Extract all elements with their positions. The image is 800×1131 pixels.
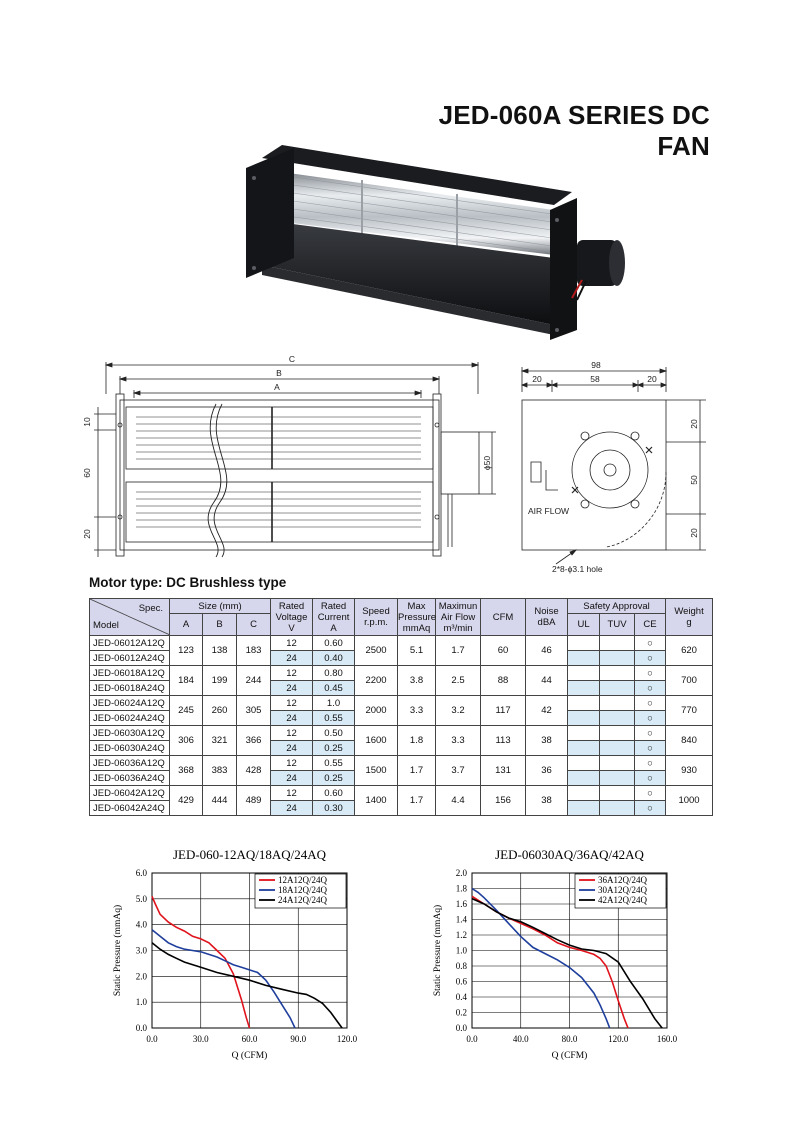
ce-cell: ○ [635, 801, 666, 816]
current-cell: 0.60 [313, 636, 355, 651]
legend-label: 12A12Q/24Q [278, 875, 327, 885]
y-tick-label: 1.2 [455, 930, 467, 940]
dimension-drawings [76, 352, 726, 580]
size-a-cell: 306 [170, 726, 203, 756]
table-row [90, 786, 713, 801]
x-tick-label: 30.0 [192, 1034, 209, 1044]
page-title: JED-060A SERIES DC FAN [438, 100, 710, 161]
current-cell: 0.60 [313, 786, 355, 801]
size-b-cell: 138 [203, 636, 237, 666]
tuv-cell [600, 696, 635, 711]
noise-cell: 38 [526, 786, 568, 816]
header-ce: CE [635, 614, 666, 636]
model-cell: JED-06036A24Q [90, 771, 170, 786]
ce-cell: ○ [635, 756, 666, 771]
tuv-cell [600, 651, 635, 666]
ce-cell: ○ [635, 636, 666, 651]
pressure-cell: 3.3 [398, 696, 436, 726]
fan-product-photo [232, 140, 627, 355]
size-a-cell: 429 [170, 786, 203, 816]
dim-c-label: C [288, 354, 296, 364]
series-line-3 [472, 899, 662, 1028]
current-cell: 1.0 [313, 696, 355, 711]
table-row [90, 666, 713, 681]
end-r20-bottom-label: 20 [689, 528, 699, 538]
ul-cell [568, 756, 600, 771]
tuv-cell [600, 756, 635, 771]
legend-label: 42A12Q/24Q [598, 895, 647, 905]
end-98-label: 98 [591, 360, 601, 370]
tuv-cell [600, 636, 635, 651]
model-cell: JED-06012A12Q [90, 636, 170, 651]
ul-cell [568, 681, 600, 696]
size-b-cell: 383 [203, 756, 237, 786]
speed-cell: 1600 [355, 726, 398, 756]
pressure-cell: 3.8 [398, 666, 436, 696]
x-tick-label: 40.0 [512, 1034, 529, 1044]
model-cell: JED-06030A24Q [90, 741, 170, 756]
airflow-cell: 4.4 [436, 786, 481, 816]
end-58-label: 58 [590, 374, 600, 384]
header-spec: Spec. [138, 603, 163, 614]
current-cell: 0.25 [313, 771, 355, 786]
dim-20-label: 20 [82, 529, 92, 539]
tuv-cell [600, 786, 635, 801]
noise-cell: 44 [526, 666, 568, 696]
ul-cell [568, 651, 600, 666]
y-tick-label: 3.0 [135, 945, 147, 956]
size-c-cell: 244 [237, 666, 271, 696]
voltage-cell: 12 [271, 666, 313, 681]
size-a-cell: 184 [170, 666, 203, 696]
dim-a-label: A [274, 382, 280, 392]
size-a-cell: 123 [170, 636, 203, 666]
y-tick-label: 4.0 [135, 919, 147, 930]
ce-cell: ○ [635, 681, 666, 696]
chart-pressure-flow-1 [100, 843, 370, 1083]
y-tick-label: 2.0 [455, 868, 467, 878]
x-tick-label: 120.0 [608, 1034, 629, 1044]
speed-cell: 2500 [355, 636, 398, 666]
dim-b-label: B [276, 368, 282, 378]
x-tick-label: 0.0 [466, 1034, 478, 1044]
dim-60-label: 60 [82, 468, 92, 478]
current-cell: 0.30 [313, 801, 355, 816]
dim-10-label: 10 [82, 417, 92, 427]
end-20-left-label: 20 [532, 374, 542, 384]
header-cfm: CFM [481, 599, 526, 636]
y-tick-label: 1.6 [455, 899, 467, 909]
legend-label: 24A12Q/24Q [278, 895, 327, 905]
ul-cell [568, 741, 600, 756]
x-tick-label: 0.0 [146, 1034, 158, 1044]
y-axis-label: Static Pressure (mmAq) [113, 904, 123, 997]
pressure-cell: 1.7 [398, 786, 436, 816]
voltage-cell: 24 [271, 681, 313, 696]
ce-cell: ○ [635, 696, 666, 711]
size-b-cell: 199 [203, 666, 237, 696]
series-line-3 [152, 943, 342, 1028]
voltage-cell: 24 [271, 801, 313, 816]
tuv-cell [600, 771, 635, 786]
series-line-2 [152, 930, 295, 1028]
current-cell: 0.40 [313, 651, 355, 666]
ce-cell: ○ [635, 741, 666, 756]
hole-label: 2*8-ϕ3.1 hole [552, 564, 603, 574]
series-line-1 [472, 896, 628, 1028]
legend-label: 36A12Q/24Q [598, 875, 647, 885]
model-cell: JED-06024A12Q [90, 696, 170, 711]
weight-cell: 700 [666, 666, 713, 696]
cfm-cell: 117 [481, 696, 526, 726]
model-cell: JED-06042A24Q [90, 801, 170, 816]
weight-cell: 930 [666, 756, 713, 786]
table-row [90, 726, 713, 741]
y-tick-label: 1.0 [455, 945, 467, 956]
y-axis-label: Static Pressure (mmAq) [433, 904, 443, 997]
header-ul: UL [568, 614, 600, 636]
chart-title: JED-06030AQ/36AQ/42AQ [495, 847, 644, 862]
ul-cell [568, 696, 600, 711]
noise-cell: 42 [526, 696, 568, 726]
header-model: Model [93, 620, 119, 631]
y-tick-label: 0.4 [455, 992, 467, 1002]
speed-cell: 1400 [355, 786, 398, 816]
y-tick-label: 0.8 [455, 961, 467, 971]
header-c: C [237, 614, 271, 636]
y-tick-label: 0.2 [455, 1007, 467, 1018]
cfm-cell: 131 [481, 756, 526, 786]
end-r50-label: 50 [689, 475, 699, 485]
cfm-cell: 60 [481, 636, 526, 666]
header-airflow: Maximun Air Flow m³/min [436, 599, 481, 636]
ul-cell [568, 771, 600, 786]
cfm-cell: 156 [481, 786, 526, 816]
ul-cell [568, 786, 600, 801]
x-axis-label: Q (CFM) [551, 1051, 588, 1061]
size-c-cell: 183 [237, 636, 271, 666]
ul-cell [568, 666, 600, 681]
model-cell: JED-06036A12Q [90, 756, 170, 771]
header-size: Size (mm) [170, 599, 271, 614]
dia-50-label: ϕ50 [482, 455, 492, 471]
y-tick-label: 1.0 [135, 997, 147, 1008]
side-view-drawing [94, 362, 496, 557]
side-view-labels [82, 354, 492, 539]
current-cell: 0.25 [313, 741, 355, 756]
voltage-cell: 24 [271, 741, 313, 756]
header-pressure: Max Pressure mmAq [398, 600, 437, 634]
voltage-cell: 12 [271, 636, 313, 651]
weight-cell: 620 [666, 636, 713, 666]
speed-cell: 2200 [355, 666, 398, 696]
cfm-cell: 113 [481, 726, 526, 756]
tuv-cell [600, 801, 635, 816]
current-cell: 0.50 [313, 726, 355, 741]
end-view-drawing [522, 367, 706, 564]
model-cell: JED-06012A24Q [90, 651, 170, 666]
ce-cell: ○ [635, 726, 666, 741]
model-cell: JED-06018A24Q [90, 681, 170, 696]
size-c-cell: 428 [237, 756, 271, 786]
weight-cell: 1000 [666, 786, 713, 816]
weight-cell: 840 [666, 726, 713, 756]
speed-cell: 1500 [355, 756, 398, 786]
chart-pressure-flow-2 [420, 843, 690, 1083]
ce-cell: ○ [635, 651, 666, 666]
y-tick-label: 1.4 [455, 914, 467, 925]
spec-table-body [90, 636, 713, 816]
ul-cell [568, 726, 600, 741]
header-voltage: Rated Voltage V [271, 599, 313, 636]
end-20-right-label: 20 [647, 374, 657, 384]
tuv-cell [600, 741, 635, 756]
ce-cell: ○ [635, 666, 666, 681]
size-c-cell: 489 [237, 786, 271, 816]
y-tick-label: 2.0 [135, 971, 147, 982]
header-speed: Speed r.p.m. [355, 599, 398, 636]
ce-cell: ○ [635, 711, 666, 726]
airflow-cell: 3.7 [436, 756, 481, 786]
chart-title: JED-060-12AQ/18AQ/24AQ [172, 847, 327, 862]
x-tick-label: 120.0 [336, 1034, 358, 1044]
header-b: B [203, 614, 237, 636]
ul-cell [568, 711, 600, 726]
voltage-cell: 24 [271, 651, 313, 666]
size-a-cell: 245 [170, 696, 203, 726]
legend-label: 30A12Q/24Q [598, 885, 647, 895]
cfm-cell: 88 [481, 666, 526, 696]
voltage-cell: 12 [271, 726, 313, 741]
noise-cell: 46 [526, 636, 568, 666]
voltage-cell: 24 [271, 711, 313, 726]
legend-label: 18A12Q/24Q [278, 885, 327, 895]
size-b-cell: 260 [203, 696, 237, 726]
table-row [90, 756, 713, 771]
ce-cell: ○ [635, 786, 666, 801]
airflow-cell: 3.2 [436, 696, 481, 726]
y-tick-label: 0.0 [135, 1023, 147, 1033]
y-tick-label: 6.0 [135, 868, 147, 878]
tuv-cell [600, 711, 635, 726]
pressure-cell: 1.7 [398, 756, 436, 786]
current-cell: 0.80 [313, 666, 355, 681]
y-tick-label: 0.6 [455, 976, 467, 987]
header-weight: Weight g [666, 599, 713, 636]
voltage-cell: 12 [271, 696, 313, 711]
end-r20-top-label: 20 [689, 419, 699, 429]
model-cell: JED-06030A12Q [90, 726, 170, 741]
spec-model-header [90, 599, 170, 636]
weight-cell: 770 [666, 696, 713, 726]
x-tick-label: 60.0 [241, 1034, 258, 1044]
model-cell: JED-06018A12Q [90, 666, 170, 681]
x-tick-label: 90.0 [290, 1034, 307, 1044]
current-cell: 0.45 [313, 681, 355, 696]
ce-cell: ○ [635, 771, 666, 786]
x-axis-label: Q (CFM) [231, 1051, 268, 1061]
current-cell: 0.55 [313, 711, 355, 726]
ul-cell [568, 636, 600, 651]
y-tick-label: 1.8 [455, 883, 467, 894]
noise-cell: 36 [526, 756, 568, 786]
y-tick-label: 5.0 [135, 893, 147, 904]
x-tick-label: 160.0 [656, 1034, 678, 1044]
table-row [90, 636, 713, 651]
tuv-cell [600, 726, 635, 741]
end-view-labels [528, 360, 699, 574]
noise-cell: 38 [526, 726, 568, 756]
voltage-cell: 12 [271, 756, 313, 771]
pressure-cell: 1.8 [398, 726, 436, 756]
voltage-cell: 12 [271, 786, 313, 801]
spec-table [89, 598, 713, 816]
model-cell: JED-06024A24Q [90, 711, 170, 726]
airflow-cell: 1.7 [436, 636, 481, 666]
header-current: Rated Current A [313, 599, 355, 636]
size-c-cell: 366 [237, 726, 271, 756]
ul-cell [568, 801, 600, 816]
voltage-cell: 24 [271, 771, 313, 786]
size-b-cell: 321 [203, 726, 237, 756]
tuv-cell [600, 666, 635, 681]
header-a: A [170, 614, 203, 636]
header-safety: Safety Approval [568, 599, 666, 614]
current-cell: 0.55 [313, 756, 355, 771]
speed-cell: 2000 [355, 696, 398, 726]
y-tick-label: 0.0 [455, 1023, 467, 1033]
size-c-cell: 305 [237, 696, 271, 726]
airflow-cell: 2.5 [436, 666, 481, 696]
airflow-cell: 3.3 [436, 726, 481, 756]
model-cell: JED-06042A12Q [90, 786, 170, 801]
header-noise: Noise dBA [526, 599, 568, 636]
size-a-cell: 368 [170, 756, 203, 786]
table-row [90, 696, 713, 711]
motor-type-heading: Motor type: DC Brushless type [89, 575, 287, 590]
tuv-cell [600, 681, 635, 696]
header-tuv: TUV [600, 614, 635, 636]
airflow-label: AIR FLOW [528, 506, 570, 516]
pressure-cell: 5.1 [398, 636, 436, 666]
size-b-cell: 444 [203, 786, 237, 816]
x-tick-label: 80.0 [561, 1034, 578, 1044]
